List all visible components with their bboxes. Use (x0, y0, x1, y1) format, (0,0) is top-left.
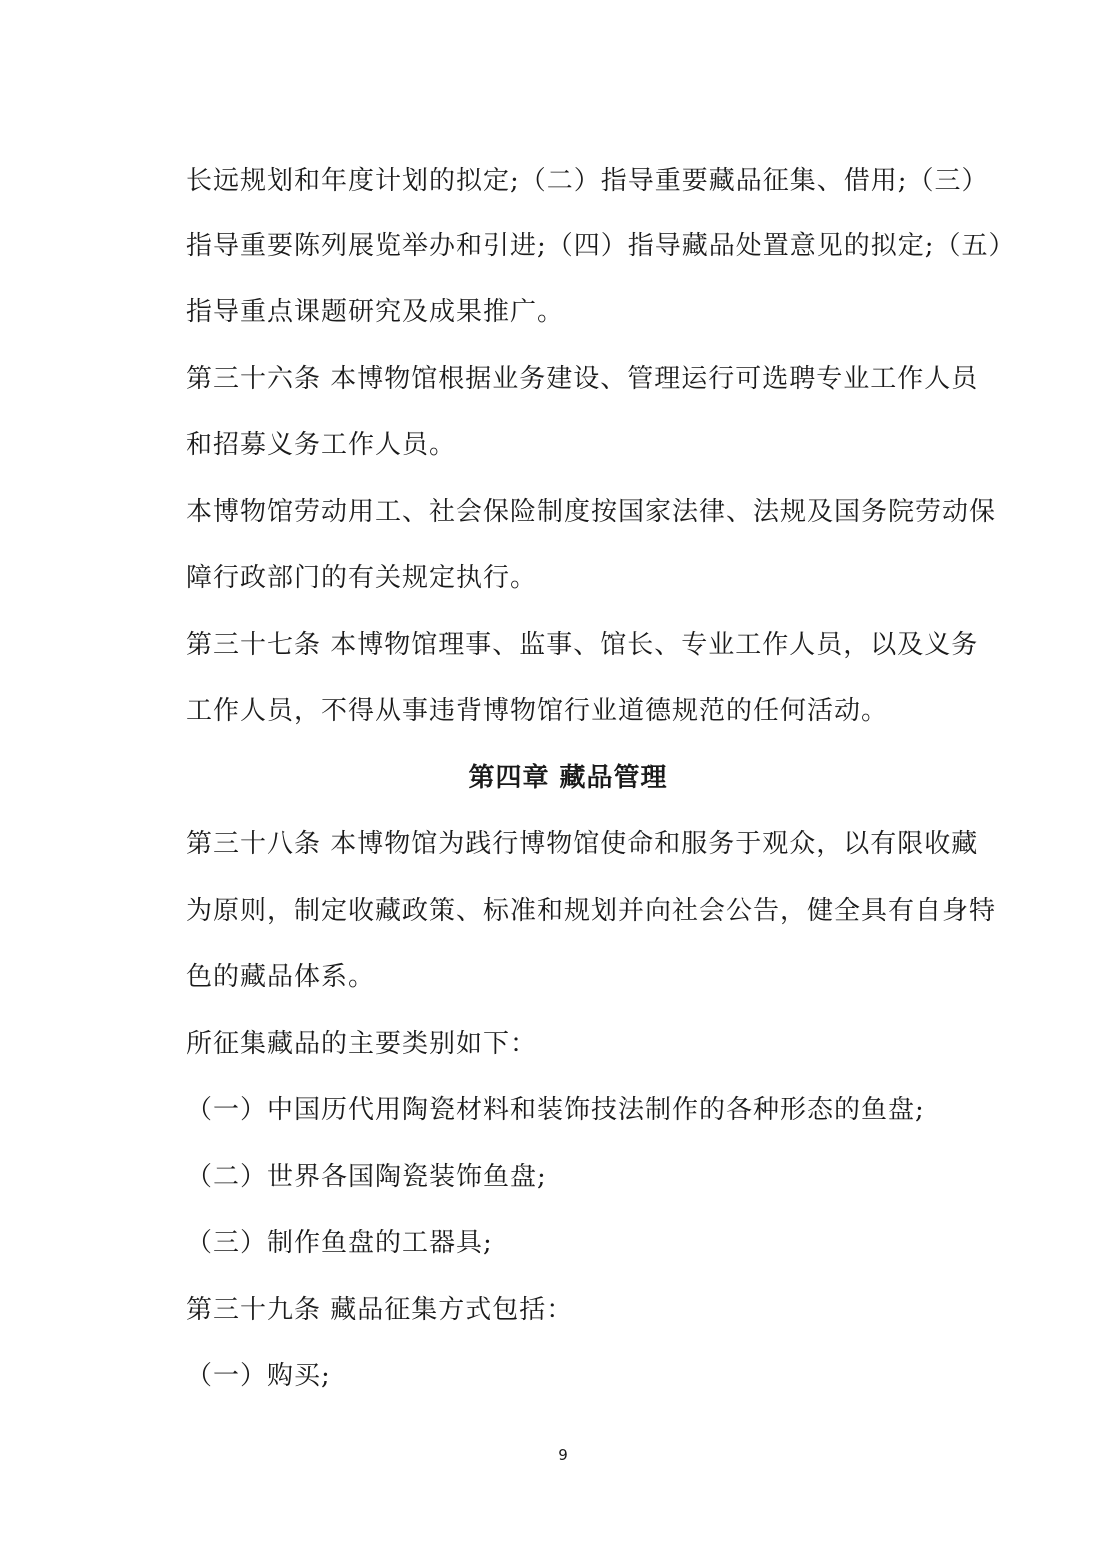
text-line: 本博物馆劳动用工、社会保险制度按国家法律、法规及国务院劳动保 (186, 497, 997, 527)
text-line: 指导重点课题研究及成果推广。 (186, 297, 565, 327)
text-line: 指导重要陈列展览举办和引进;（四）指导藏品处置意见的拟定;（五） (186, 231, 1016, 261)
list-item: （一）购买; (186, 1361, 331, 1391)
page-number: 9 (558, 1446, 568, 1464)
article-36-line: 第三十六条 本博物馆根据业务建设、管理运行可选聘专业工作人员 (186, 364, 979, 394)
text-line: 为原则，制定收藏政策、标准和规划并向社会公告，健全具有自身特 (186, 896, 997, 926)
text-line: 长远规划和年度计划的拟定;（二）指导重要藏品征集、借用;（三） (186, 166, 989, 196)
list-item: （一）中国历代用陶瓷材料和装饰技法制作的各种形态的鱼盘; (186, 1095, 925, 1125)
text-line: 障行政部门的有关规定执行。 (186, 563, 538, 593)
chapter-heading: 第四章 藏品管理 (468, 763, 668, 793)
article-39-line: 第三十九条 藏品征集方式包括： (186, 1295, 574, 1325)
text-line: 和招募义务工作人员。 (186, 430, 457, 460)
list-item: （三）制作鱼盘的工器具; (186, 1228, 493, 1258)
text-line: 所征集藏品的主要类别如下： (186, 1029, 538, 1059)
text-line: 色的藏品体系。 (186, 962, 376, 992)
article-38-line: 第三十八条 本博物馆为践行博物馆使命和服务于观众，以有限收藏 (186, 829, 979, 859)
text-line: 工作人员，不得从事违背博物馆行业道德规范的任何活动。 (186, 696, 889, 726)
article-37-line: 第三十七条 本博物馆理事、监事、馆长、专业工作人员，以及义务 (186, 630, 979, 660)
list-item: （二）世界各国陶瓷装饰鱼盘; (186, 1162, 547, 1192)
